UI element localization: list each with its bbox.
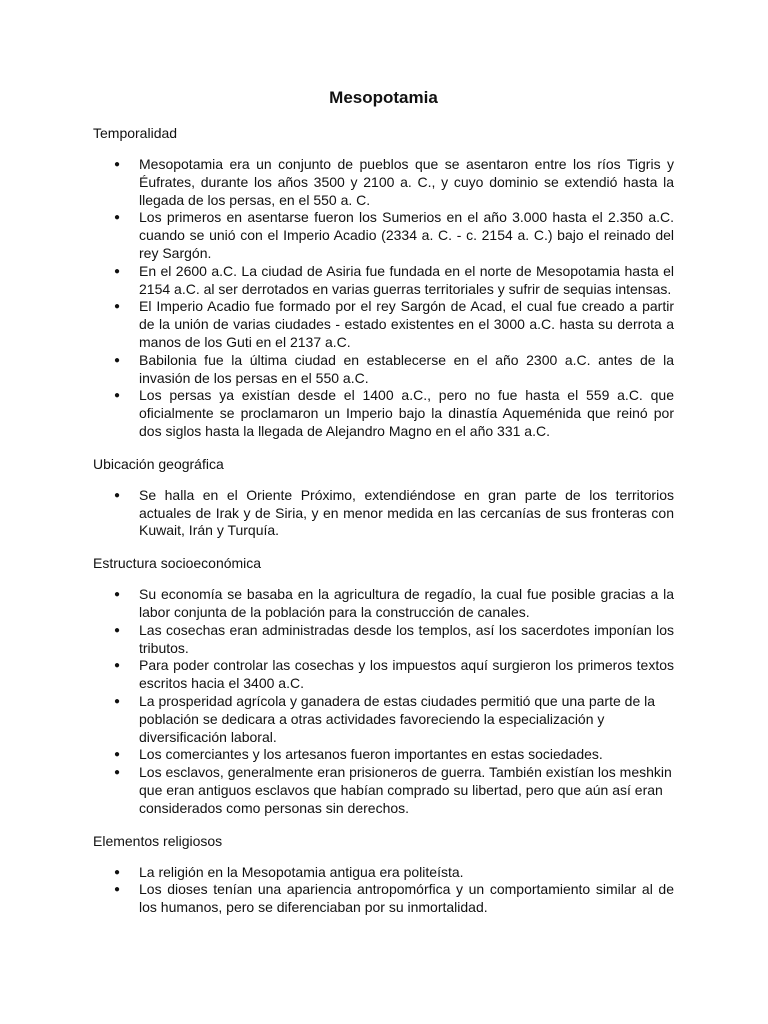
document-title: Mesopotamia	[329, 88, 438, 107]
bullet-item: ● En el 2600 a.C. La ciudad de Asiria fue fundada en el norte de Mesopotamia hasta el 2154 a.C. al ser derrotados en varias guerras territoriales y sufrir de sequias intensas.	[93, 263, 674, 299]
bullet-list-estructura	[93, 586, 674, 817]
bullet-item: ● El Imperio Acadio fue formado por el rey Sargón de Acad, el cual fue creado a partir de la unión de varias ciudades - estado existentes en el 3000 a.C. hasta su derrota a manos de los Guti en el 2137 a.C.	[93, 298, 674, 351]
bullet-item: ● Los primeros en asentarse fueron los Sumerios en el año 3.000 hasta el 2.350 a.C. cuando se unió con el Imperio Acadio (2334 a. C. - c. 2154 a. C.) bajo el reinado del rey Sargón.	[93, 209, 674, 262]
bullet-item: ● Las cosechas eran administradas desde los templos, así los sacerdotes imponían los tributos.	[93, 622, 674, 658]
section-heading-ubicacion: Ubicación geográfica	[93, 455, 224, 472]
bullet-item: ● Babilonia fue la última ciudad en establecerse en el año 2300 a.C. antes de la invasión de los persas en el 550 a.C.	[93, 352, 674, 388]
section-heading-religiosos: Elementos religiosos	[93, 832, 223, 849]
section-heading-estructura: Estructura socioeconómica	[93, 555, 262, 572]
bullet-item: ● La prosperidad agrícola y ganadera de estas ciudades permitió que una parte de la población se dedicara a otras actividades favoreciendo la especialización y diversificación laboral.	[93, 693, 674, 746]
bullet-list-religiosos	[93, 864, 674, 917]
bullet-item: ● Se halla en el Oriente Próximo, extendiéndose en gran parte de los territorios actuales de Irak y de Siria, y en menor medida en las cercanías de sus fronteras con Kuwait, Irán y Turquía.	[93, 487, 674, 540]
document-page	[93, 86, 674, 931]
bullet-item: ● Los persas ya existían desde el 1400 a.C., pero no fue hasta el 559 a.C. que oficialmente se proclamaron un Imperio bajo la dinastía Aqueménida que reinó por dos siglos hasta la llegada de Alejandro Magno en el año 331 a.C.	[93, 387, 674, 440]
section-heading-temporalidad: Temporalidad	[93, 125, 178, 141]
bullet-list-temporalidad	[93, 156, 674, 441]
bullet-item: ● Los comerciantes y los artesanos fueron importantes en estas sociedades.	[93, 746, 674, 764]
bullet-item: ● Mesopotamia era un conjunto de pueblos que se asentaron entre los ríos Tigris y Éufrates, durante los años 3500 y 2100 a. C., y cuyo dominio se extendió hasta la llegada de los persas, en el 550 a. C.	[93, 156, 674, 209]
bullet-item: ● La religión en la Mesopotamia antigua era politeísta.	[93, 864, 674, 882]
bullet-item: ● Los dioses tenían una apariencia antropomórfica y un comportamiento similar al de los humanos, pero se diferenciaban por su inmortalidad.	[93, 881, 674, 917]
bullet-list-ubicacion	[93, 487, 674, 540]
bullet-item: ● Los esclavos, generalmente eran prisioneros de guerra. También existían los meshkin que eran antiguos esclavos que habían comprado su libertad, pero que aún así eran considerados como personas sin derechos.	[93, 764, 674, 817]
bullet-item: ● Para poder controlar las cosechas y los impuestos aquí surgieron los primeros textos escritos hacia el 3400 a.C.	[93, 657, 674, 693]
bullet-item: ● Su economía se basaba en la agricultura de regadío, la cual fue posible gracias a la labor conjunta de la población para la construcción de canales.	[93, 586, 674, 622]
